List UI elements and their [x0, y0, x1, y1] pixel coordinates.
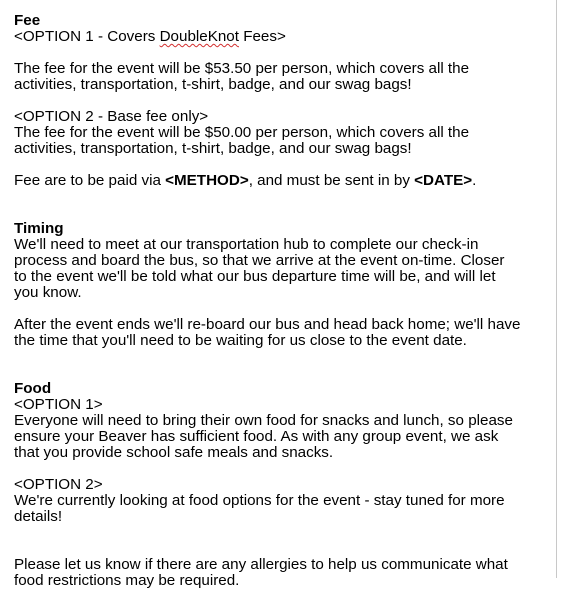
allergies-text-line: food restrictions may be required. — [14, 572, 240, 589]
blank-line — [14, 301, 554, 317]
food-option2-label: <OPTION 2> — [14, 476, 103, 493]
timing-paragraph1-line: We'll need to meet at our transportation hub to complete our check-in — [14, 236, 479, 253]
food-option1-text-line: that you provide school safe meals and snacks. — [14, 444, 334, 461]
timing-heading: Timing — [14, 220, 64, 237]
fee-option1-text-line: The fee for the event will be $53.50 per person, which covers all the — [14, 60, 470, 77]
timing-paragraph1-line: process and board the bus, so that we arrive at the event on-time. Closer — [14, 252, 505, 269]
document-body — [14, 13, 554, 589]
fee-option1-label — [14, 29, 554, 45]
fee-option2-text-line: activities, transportation, t-shirt, badge, and our swag bags! — [14, 140, 412, 157]
blank-line — [14, 541, 554, 557]
food-heading: Food — [14, 380, 52, 397]
blank-line — [14, 525, 554, 541]
timing-paragraph2-line: the time that you'll need to be waiting for us close to the event date. — [14, 332, 467, 349]
payment-method: <METHOD> — [165, 172, 249, 189]
fee-option1-text-line: activities, transportation, t-shirt, badge, and our swag bags! — [14, 76, 412, 93]
blank-line — [14, 45, 554, 61]
blank-line — [14, 461, 554, 477]
fee-heading: Fee — [14, 12, 41, 29]
fee-option1-suffix: Fees> — [238, 28, 286, 45]
payment-middle: , and must be sent in by — [248, 172, 415, 189]
fee-option2-label: <OPTION 2 - Base fee only> — [14, 108, 209, 125]
food-option2-text-line: We're currently looking at food options for the event - stay tuned for more — [14, 492, 505, 509]
food-option1-text-line: Everyone will need to bring their own food for snacks and lunch, so please — [14, 412, 513, 429]
payment-prefix: Fee are to be paid via — [14, 172, 166, 189]
fee-option1-prefix: <OPTION 1 - Covers — [14, 28, 160, 45]
food-option1-text-line: ensure your Beaver has sufficient food. As with any group event, we ask — [14, 428, 499, 445]
food-option1-label: <OPTION 1> — [14, 396, 103, 413]
blank-line — [14, 157, 554, 173]
timing-paragraph2-line: After the event ends we'll re-board our bus and head back home; we'll have — [14, 316, 521, 333]
blank-line — [14, 349, 554, 365]
misspelled-word[interactable]: DoubleKnot — [159, 28, 239, 45]
payment-suffix: . — [472, 172, 477, 189]
allergies-text-line: Please let us know if there are any allergies to help us communicate what — [14, 556, 508, 573]
food-option2-text-line: details! — [14, 508, 63, 525]
blank-line — [14, 205, 554, 221]
fee-payment-line — [14, 173, 554, 189]
timing-paragraph1-line: to the event we'll be told what our bus departure time will be, and will let — [14, 268, 496, 285]
blank-line — [14, 189, 554, 205]
blank-line — [14, 365, 554, 381]
blank-line — [14, 93, 554, 109]
timing-paragraph1-line: you know. — [14, 284, 82, 301]
fee-option2-text-line: The fee for the event will be $50.00 per person, which covers all the — [14, 124, 470, 141]
payment-date: <DATE> — [414, 172, 473, 189]
